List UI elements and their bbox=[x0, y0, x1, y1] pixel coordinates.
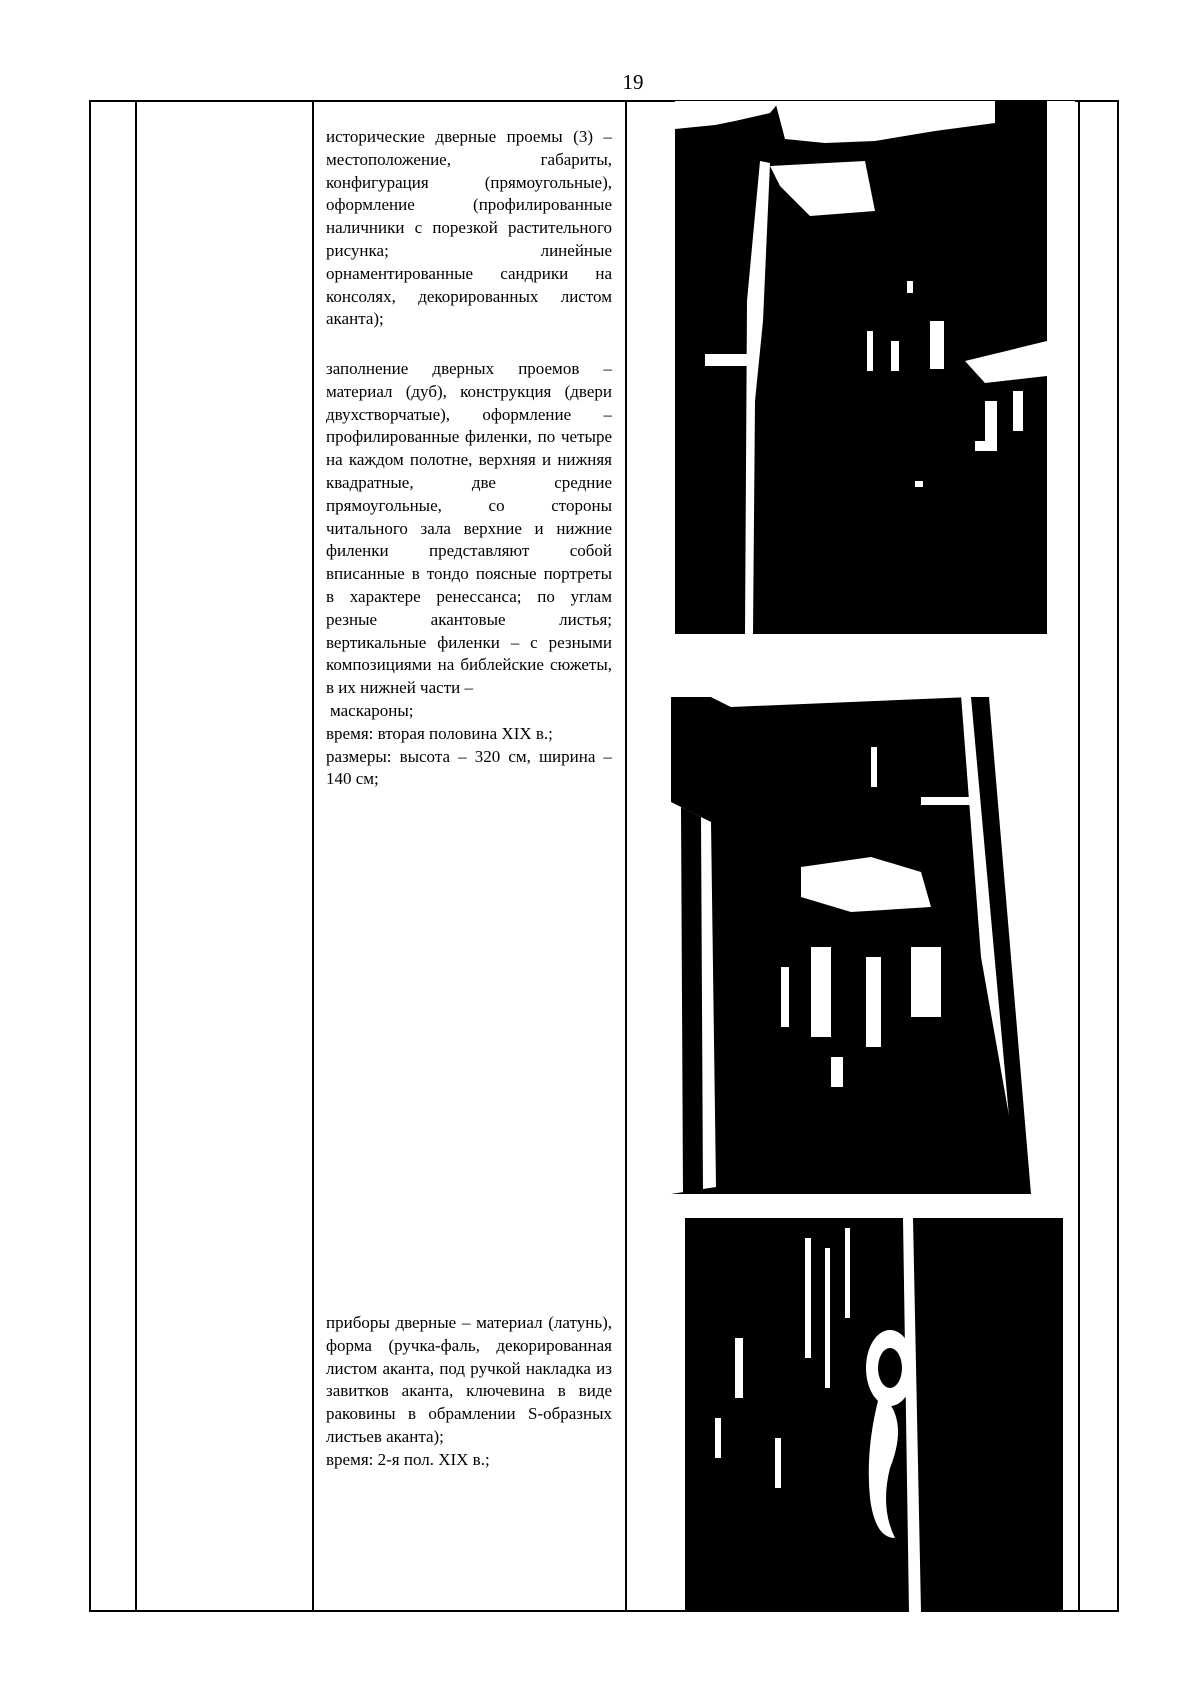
mascarons-text: маскароны; bbox=[330, 700, 414, 720]
door-date-text: время: вторая половина XIX в.; bbox=[326, 723, 553, 743]
doorways-description bbox=[326, 126, 612, 331]
hardware-text: приборы дверные – материал (латунь), форма (ручка-фаль, декорированная листом аканта, под ручкой накладка из завитков аканта, ключевина в виде раковины в обрамлении S-образных листьев аканта); bbox=[326, 1313, 612, 1446]
door-hardware-description bbox=[326, 1312, 612, 1472]
doorways-text: исторические дверные проемы (3) – местоположение, габариты, конфигурация (прямоугольные), оформление (профилированные наличники с порезкой растительного рисунка; линейные орнаментированные сандрики на консолях, декорированных листом аканта); bbox=[326, 127, 612, 329]
hardware-date-text: время: 2-я пол. XIX в.; bbox=[326, 1449, 490, 1469]
column-divider-1 bbox=[135, 102, 137, 1610]
column-divider-3 bbox=[625, 102, 627, 1610]
door-fill-text: заполнение дверных проемов – материал (дуб), конструкция (двери двухстворчатые), оформление – профилированные филенки, по четыре на каждом полотне, верхняя и нижняя квадратные, две средние прямоугольные, со стороны читального зала верхние и нижние филенки представляют собой вписанные в тондо поясные портреты в характере ренессанса; по углам резные акантовые листья; вертикальные филенки – с резными композициями на библейские сюжеты, в их нижней части – bbox=[326, 359, 612, 698]
doorway-photo bbox=[675, 101, 1075, 634]
door-handle-photo bbox=[685, 1218, 1063, 1612]
door-panel-photo bbox=[671, 657, 1076, 1194]
door-fill-description bbox=[326, 358, 612, 791]
column-divider-4 bbox=[1078, 102, 1080, 1610]
door-size-text: размеры: высота – 320 см, ширина – 140 см; bbox=[326, 746, 612, 789]
page-number: 19 bbox=[622, 70, 644, 94]
column-divider-2 bbox=[312, 102, 314, 1610]
